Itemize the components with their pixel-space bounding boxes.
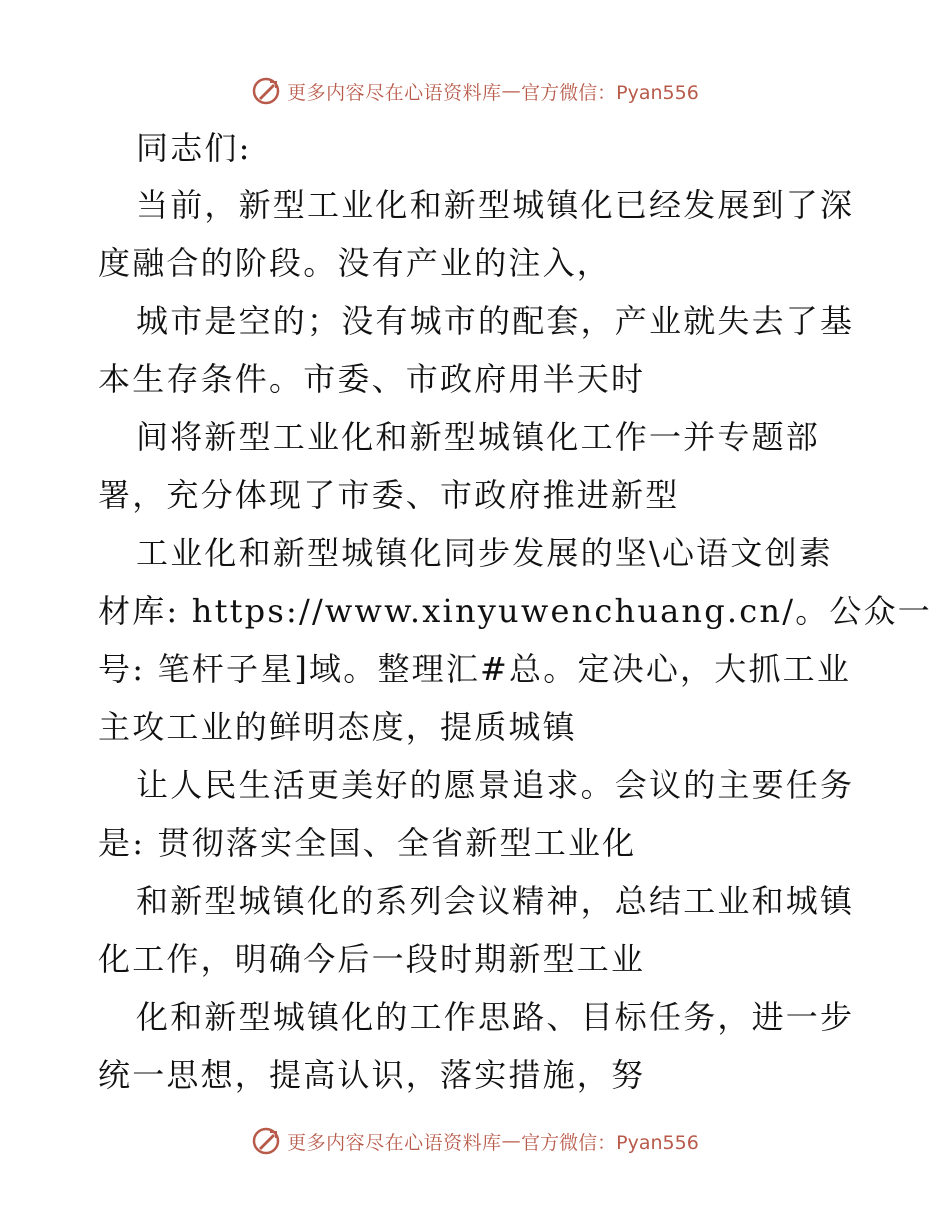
footer-brand-text: 更多内容尽在心语资料库 (287, 1131, 502, 1154)
body-line: 本生存条件。市委、市政府用半天时 (98, 360, 646, 398)
header-brand-text: 更多内容尽在心语资料库 (287, 81, 502, 104)
body-line: 是: 贯彻落实全国、全省新型工业化 (98, 824, 637, 862)
footer-banner (0, 1124, 950, 1158)
body-line: 化和新型城镇化的工作思路、目标任务，进一步 (136, 998, 855, 1036)
body-line: 度融合的阶段。没有产业的注入， (98, 244, 612, 282)
body-line: 材库: https://www.xinyuwenchuang.cn/。公众一 (98, 592, 932, 630)
header-banner (0, 74, 950, 108)
quill-logo-icon (251, 1126, 281, 1156)
header-wechat-text: 官方微信：Pyan556 (521, 81, 699, 104)
body-line: 城市是空的；没有城市的配套，产业就失去了基 (136, 302, 855, 340)
quill-logo-icon (251, 76, 281, 106)
body-line: 号: 笔杆子星]域。整理汇#总。定决心，大抓工业 (98, 650, 852, 688)
body-line: 当前，新型工业化和新型城镇化已经发展到了深 (136, 186, 855, 224)
body-line: 间将新型工业化和新型城镇化工作一并专题部 (136, 418, 821, 456)
body-line: 化工作，明确今后一段时期新型工业 (98, 940, 646, 978)
header-separator: — (501, 80, 522, 102)
body-line: 工业化和新型城镇化同步发展的坚\心语文创素 (136, 534, 833, 572)
footer-separator: — (501, 1130, 522, 1152)
body-line: 署，充分体现了市委、市政府推进新型 (98, 476, 680, 514)
body-line: 让人民生活更美好的愿景追求。会议的主要任务 (136, 766, 855, 804)
body-line: 统一思想，提高认识，落实措施，努 (98, 1056, 646, 1094)
body-line: 和新型城镇化的系列会议精神，总结工业和城镇 (136, 882, 855, 920)
footer-wechat-text: 官方微信：Pyan556 (521, 1131, 699, 1154)
body-line: 同志们: (136, 129, 252, 167)
body-line: 主攻工业的鲜明态度，提质城镇 (98, 708, 577, 746)
